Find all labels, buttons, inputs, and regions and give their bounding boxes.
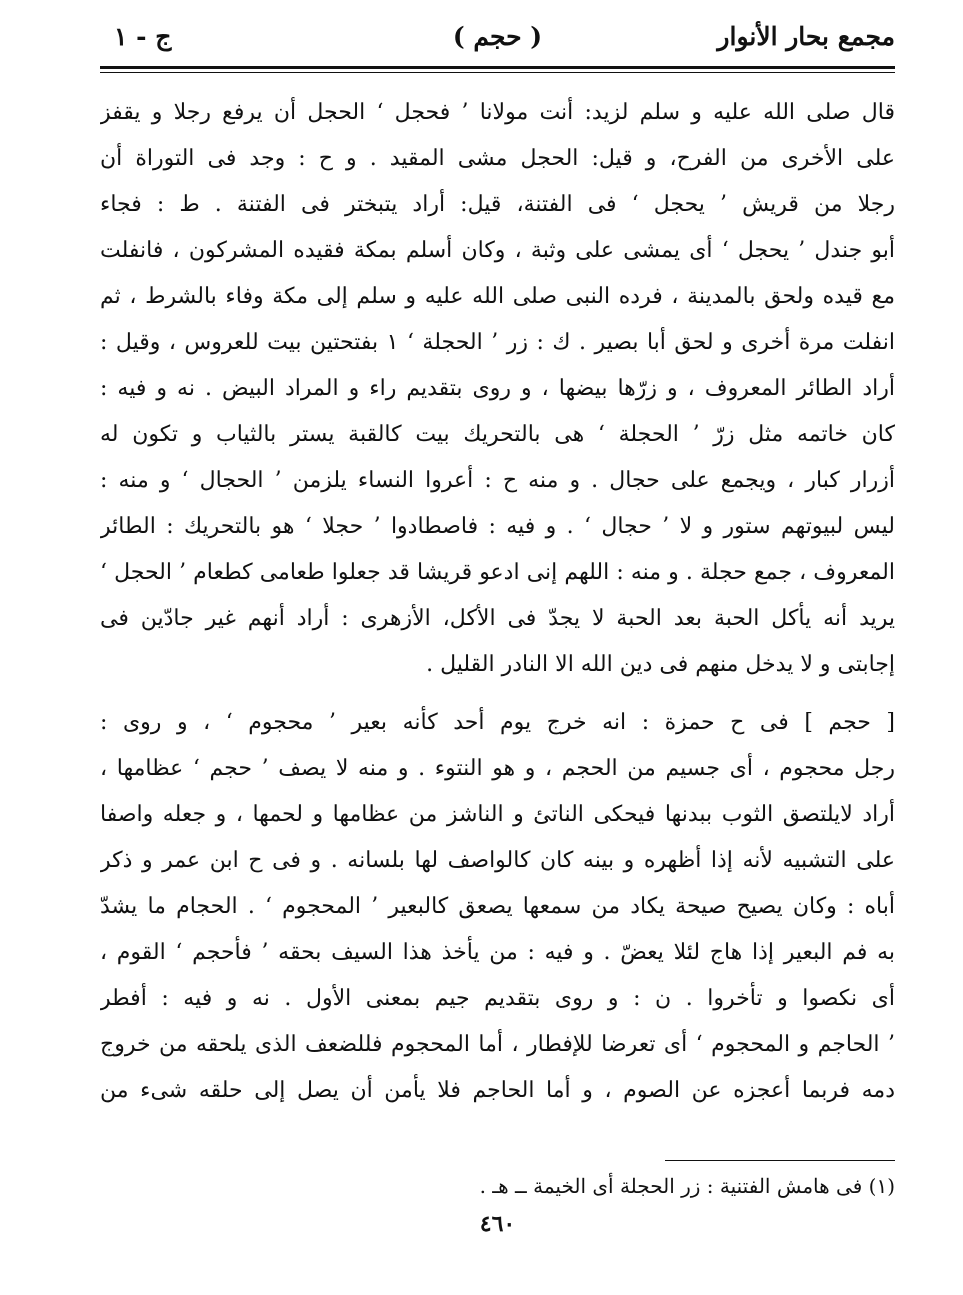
footnote-separator: [665, 1160, 895, 1161]
text-line: مع قيده ولحق بالمدينة ، فرده النبى صلى الله عليه و سلم إلى مكة وفاء بالشرط ، ثم: [100, 284, 895, 309]
header-rule-thin: [100, 72, 895, 73]
text-line: كان خاتمه مثل زرّ ’ الحجلة ‘ هى بالتحريك بيت كالقبة يستر بالثياب و تكون له: [100, 422, 895, 447]
text-line: ليس لبيوتهم ستور و لا ’ حجال ‘ . و فيه : فاصطادوا ’ حجلا ‘ هو بالتحريك : الطائر: [100, 514, 895, 539]
footnote: (١) فى هامش الفتنية : زر الحجلة أى الخيمة ــ هـ .: [479, 1174, 895, 1198]
text-line: على الأخرى من الفرح، و قيل: الحجل مشى المقيد . و ح : وجد فى التوراة أن: [100, 146, 895, 171]
text-line: المعروف ، جمع حجلة . و منه : اللهم إنى ادعو قريشا قد جعلوا طعامى كطعام ’ الحجل ‘: [100, 560, 895, 585]
text-line: أى نكصوا و تأخروا . ن : و روى بتقديم جيم بمعنى الأول . نه و فيه : أفطر: [100, 986, 895, 1011]
running-header: [100, 18, 895, 66]
header-rule-thick: [100, 66, 895, 69]
text-line: أزرار كبار ، ويجمع على حجال . و منه ح : أعروا النساء يلزمن ’ الحجال ‘ و منه :: [100, 468, 895, 493]
main-text: [100, 90, 895, 1114]
text-line: رجلا من قريش ’ يحجل ‘ فى الفتنة، قيل: أراد يتبختر فى الفتنة . ط : فجاء: [100, 192, 895, 217]
text-line: دمه فربما أعجزه عن الصوم ، و أما الحاجم فلا يأمن أن يصل إلى حلقه شىء من: [100, 1078, 895, 1103]
paragraph-hajm: [100, 700, 895, 1114]
volume-label: ج - ١: [114, 22, 172, 51]
book-title: مجمع بحار الأنوار: [717, 22, 895, 51]
text-line: إجابتى و لا يدخل منهم فى دين الله الا النادر القليل .: [426, 652, 895, 677]
paragraph-hajl: [100, 90, 895, 688]
page-number: ٤٦٠: [479, 1211, 516, 1237]
text-line: أراد الطائر المعروف ، و زرّها بيضها ، و روى بتقديم راء و المراد البيض . نه و فيه :: [100, 376, 895, 401]
text-line: أباه : وكان يصيح صيحة يكاد من سمعها يصعق كالبعير ’ المحجوم ‘ . الحجام ما يشدّ: [100, 894, 895, 919]
document-page: [100, 18, 895, 1283]
text-line: قال صلى الله عليه و سلم لزيد: أنت مولانا ’ فحجل ‘ الحجل أن يرفع رجلا و يقفز: [100, 100, 895, 125]
text-line: انفلت مرة أخرى و لحق أبا بصير . ك : زر ’ الحجلة ‘ ١ بفتحتين بيت للعروس ، وقيل :: [100, 330, 895, 355]
text-line: ’ الحاجم و المحجوم ‘ أى تعرضا للإفطار ، أما المحجوم فللضعف الذى يلحقه من خروج: [100, 1032, 895, 1057]
text-line: أراد لايلتصق الثوب ببدنها فيحكى الناتئ و الناشز من عظامها و لحمها ، و جعله واصفا: [100, 802, 895, 827]
text-line: يريد أنه يأكل الحبة بعد الحبة لا يجدّ فى الأكل، الأزهرى : أراد أنهم غير جادّين فى: [100, 606, 895, 631]
text-line: أبو جندل ’ يحجل ‘ أى يمشى على وثبة ، وكان أسلم بمكة فقيده المشركون ، فانفلت: [100, 238, 895, 263]
text-line: به فم البعير إذا هاج لئلا يعضّ . و فيه : من يأخذ هذا السيف بحقه ’ فأحجم ‘ القوم ،: [100, 940, 895, 965]
text-line: [ حجم ] فى ح حمزة : انه خرج يوم أحد كأنه بعير ’ محجوم ‘ ، و روى :: [100, 710, 895, 735]
text-line: رجل محجوم ، أى جسيم من الحجم ، و هو النتوء . و منه لا يصف ’ حجم ‘ عظامها ،: [100, 756, 895, 781]
text-line: على التشبيه لأنه إذا أظهره و بينه كان كالواصف لها بلسانه . و فى ح ابن عمر و ذكر: [100, 848, 895, 873]
entry-word: ( حجم ): [452, 22, 543, 51]
